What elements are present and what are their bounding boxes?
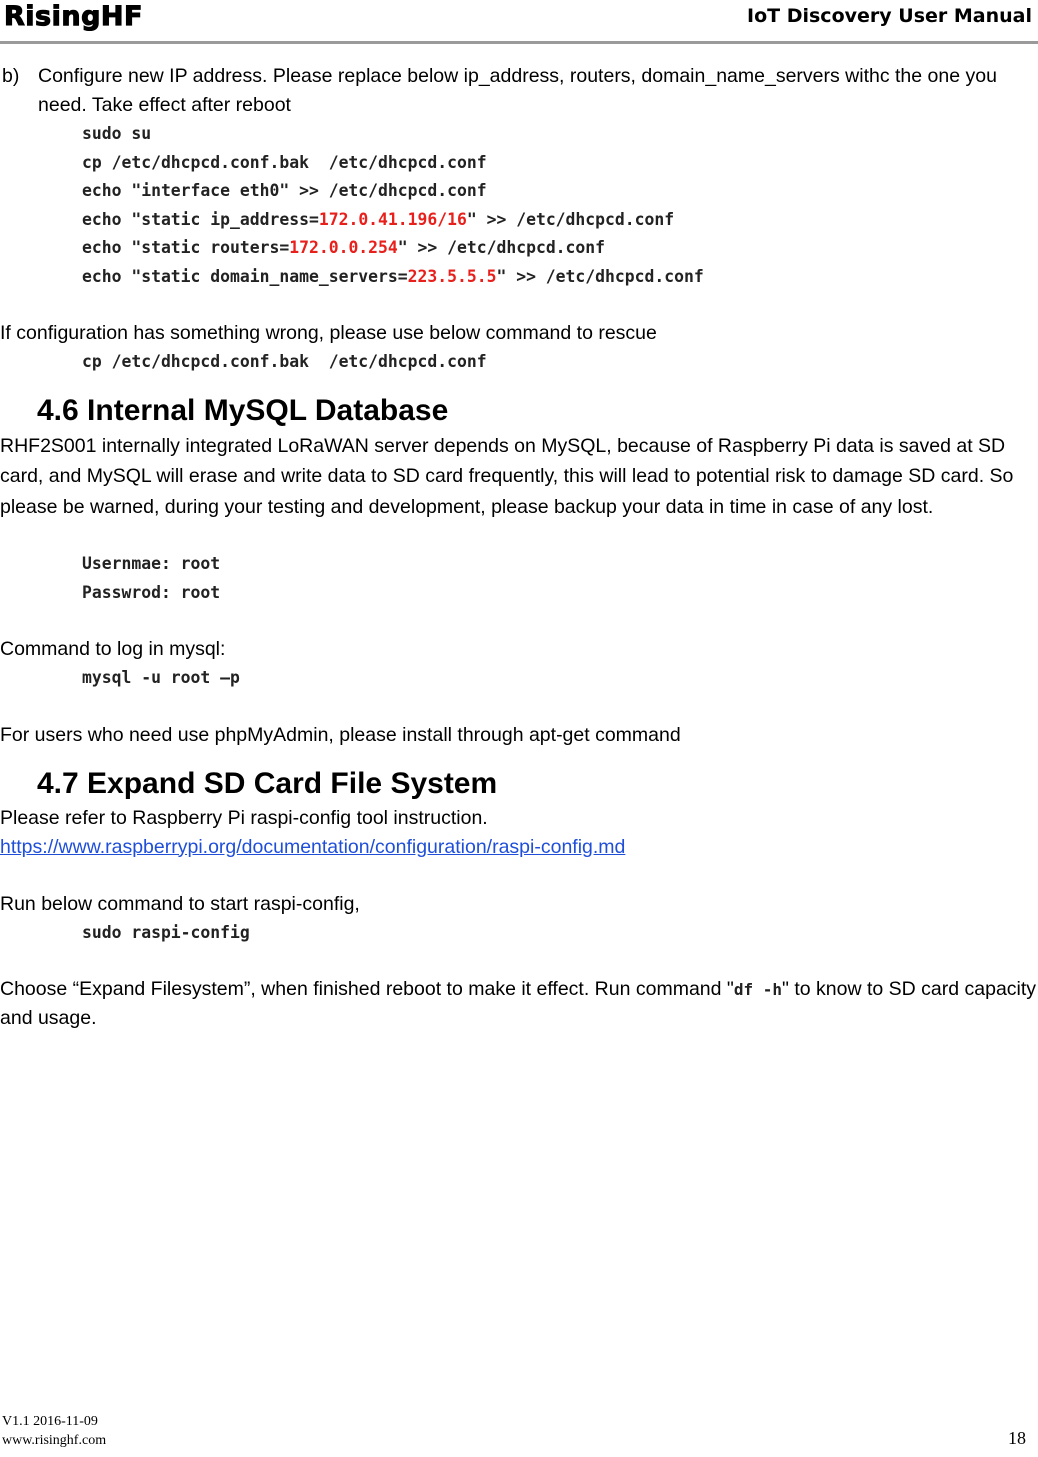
- raspi-config-code-block: [0, 919, 1038, 948]
- login-text: Command to log in mysql:: [0, 638, 226, 660]
- mysql-paragraph: RHF2S001 internally integrated LoRaWAN server depends on MySQL, because of Raspberry Pi data is saved at SD card, and MySQL will erase and write data to SD card frequently, this will lead to potential risk to damage SD card. So please be warned, during your testing and development, please backup your data in time in case of any lost.: [0, 434, 1014, 518]
- dns-value: 223.5.5.5: [407, 266, 497, 286]
- page-header: [0, 0, 1038, 44]
- risinghf-logo: RisingHF: [4, 1, 143, 32]
- credentials-code-block: [0, 550, 1038, 607]
- ip-address-value: 172.0.41.196/16: [318, 209, 467, 229]
- version-date: V1.1 2016-11-09: [2, 1414, 98, 1429]
- raspi-config-link[interactable]: https://www.raspberrypi.org/documentation/configuration/raspi-config.md: [0, 835, 626, 858]
- text-run: Choose “Expand Filesystem”, when finished reboot to make it effect. Run command ": [0, 978, 734, 1000]
- code-text: echo "static routers=: [82, 238, 290, 257]
- rescue-code-block: [0, 348, 1038, 377]
- code-line-routers: [82, 234, 1038, 263]
- code-text: echo "static domain_name_servers=: [82, 266, 408, 286]
- code-text: " >> /etc/dhcpcd.conf: [466, 209, 675, 229]
- username-line: Usernmae: root: [82, 554, 221, 573]
- expand-filesystem-text: [0, 975, 1038, 1033]
- password-line: Passwrod: root: [82, 582, 221, 602]
- raspi-config-link-line: [0, 833, 1038, 862]
- raspi-config-text: Please refer to Raspberry Pi raspi-config tool instruction.: [0, 806, 488, 829]
- code-line: sudo raspi-config: [82, 922, 250, 942]
- code-text: " >> /etc/dhcpcd.conf: [496, 266, 704, 286]
- login-code-block: [0, 664, 1038, 693]
- list-marker: b): [2, 65, 20, 87]
- manual-title: IoT Discovery User Manual: [747, 5, 1032, 27]
- phpmyadmin-text: For users who need use phpMyAdmin, please install through apt-get command: [0, 723, 681, 746]
- code-line: cp /etc/dhcpcd.conf.bak /etc/dhcpcd.conf: [82, 352, 487, 371]
- code-text: echo "static ip_address=: [82, 209, 319, 229]
- inline-code: df -h: [733, 980, 783, 999]
- run-text: Run below command to start raspi-config,: [0, 892, 360, 915]
- section-heading-mysql: 4.6 Internal MySQL Database: [37, 393, 449, 427]
- list-item-b: [0, 62, 1038, 120]
- code-line-ip-address: [82, 206, 1038, 235]
- website: www.risinghf.com: [2, 1433, 107, 1448]
- routers-value: 172.0.0.254: [289, 238, 398, 257]
- code-text: " >> /etc/dhcpcd.conf: [397, 238, 606, 257]
- section-heading-expand-sd: 4.7 Expand SD Card File System: [37, 766, 498, 800]
- ip-config-code-block: [0, 120, 1038, 291]
- code-line: cp /etc/dhcpcd.conf.bak /etc/dhcpcd.conf: [82, 152, 487, 172]
- page-content: [0, 62, 1038, 1033]
- list-item-text: Configure new IP address. Please replace below ip_address, routers, domain_name_servers withc the one you need. Take effect after reboot: [38, 65, 997, 116]
- header-divider: [0, 41, 1038, 44]
- page-number: 18: [1008, 1428, 1026, 1448]
- rescue-text: If configuration has something wrong, please use below command to rescue: [0, 322, 657, 344]
- code-line: mysql -u root –p: [82, 668, 240, 687]
- page-footer-info: [2, 1412, 106, 1450]
- code-line: sudo su: [82, 124, 152, 143]
- code-line-dns: [82, 263, 1038, 292]
- code-line: echo "interface eth0" >> /etc/dhcpcd.conf: [82, 181, 487, 200]
- text-run: " to know to SD card capacity and usage.: [0, 978, 1037, 1029]
